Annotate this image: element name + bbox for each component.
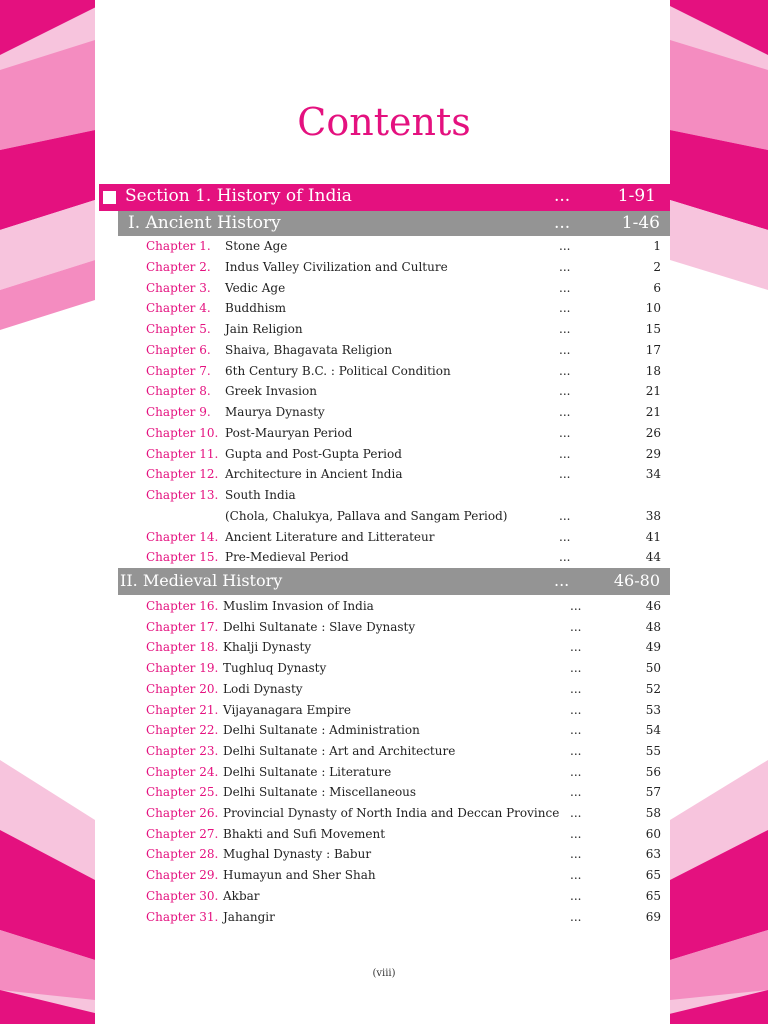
chapter-number: Chapter 21. — [146, 702, 219, 717]
page-number: 48 — [645, 619, 661, 634]
toc-row — [0, 361, 768, 381]
leader-dots: ... — [570, 599, 582, 613]
chapter-number: Chapter 18. — [146, 640, 219, 655]
subsection-header-ancient — [118, 211, 670, 236]
leader-dots: ... — [559, 508, 571, 523]
chapter-title: Indus Valley Civilization and Culture — [225, 259, 448, 274]
chapter-number: Chapter 17. — [146, 619, 219, 634]
section-dots: ... — [554, 186, 571, 206]
toc-row — [0, 658, 768, 678]
chapter-number: Chapter 29. — [146, 868, 219, 883]
chapter-title: Greek Invasion — [225, 384, 317, 399]
toc-row — [0, 319, 768, 339]
chapter-title: Vedic Age — [225, 280, 286, 295]
page-number: 29 — [645, 446, 661, 461]
subsection-title: I. Ancient History — [128, 213, 281, 233]
page-number: 10 — [645, 301, 661, 316]
toc-row — [0, 907, 768, 927]
chapter-title: Maurya Dynasty — [225, 405, 325, 419]
page-number: 56 — [645, 764, 661, 779]
toc-row — [0, 278, 768, 298]
chapter-number: Chapter 13. — [146, 488, 219, 502]
chapter-number: Chapter 30. — [146, 888, 219, 903]
section-title: Section 1. History of India — [125, 186, 352, 206]
chapter-title: Tughluq Dynasty — [223, 661, 327, 676]
leader-dots: ... — [559, 467, 571, 482]
subsection-header-medieval — [118, 568, 670, 595]
leader-dots: ... — [559, 405, 571, 419]
page-number: 52 — [645, 681, 661, 696]
page-number: 1 — [653, 239, 661, 253]
page-number: 57 — [645, 785, 661, 800]
leader-dots: ... — [570, 847, 582, 862]
page-number: 34 — [645, 467, 661, 482]
page-number: 6 — [653, 280, 661, 295]
page-number: 17 — [645, 342, 661, 357]
chapter-number: Chapter 1. — [146, 239, 211, 253]
leader-dots: ... — [570, 640, 582, 655]
toc-row — [0, 464, 768, 484]
page-number: 49 — [645, 640, 661, 655]
chapter-title: Shaiva, Bhagavata Religion — [225, 342, 393, 357]
toc-row — [0, 762, 768, 782]
chapter-number: Chapter 11. — [146, 446, 219, 461]
toc-row — [0, 741, 768, 761]
chapter-title: Akbar — [223, 888, 260, 903]
leader-dots: ... — [559, 259, 571, 274]
toc-row — [0, 381, 768, 401]
subsection-title: II. Medieval History — [120, 571, 283, 590]
chapter-title: 6th Century B.C. : Political Condition — [225, 363, 451, 378]
chapter-title: Vijayanagara Empire — [223, 702, 352, 717]
chapter-number: Chapter 14. — [146, 529, 219, 544]
leader-dots: ... — [559, 529, 571, 544]
chapter-title: Lodi Dynasty — [223, 681, 303, 696]
chapter-title: Buddhism — [225, 301, 287, 316]
toc-row — [0, 423, 768, 443]
page-number: 21 — [645, 405, 661, 419]
toc-row — [0, 803, 768, 823]
leader-dots: ... — [559, 280, 571, 295]
chapter-number: Chapter 5. — [146, 322, 211, 336]
toc-row — [0, 700, 768, 720]
leader-dots: ... — [570, 702, 582, 717]
page-number: 60 — [645, 826, 661, 841]
chapter-number: Chapter 10. — [146, 425, 219, 440]
toc-row — [0, 444, 768, 464]
leader-dots: ... — [570, 723, 582, 738]
toc-row — [0, 824, 768, 844]
chapter-title: Gupta and Post-Gupta Period — [225, 446, 402, 461]
leader-dots: ... — [559, 322, 571, 336]
toc-row — [0, 298, 768, 318]
page-number: 41 — [645, 529, 661, 544]
toc-row — [0, 340, 768, 360]
toc-row — [0, 782, 768, 802]
subsection-dots: ... — [554, 571, 570, 590]
chapter-number: Chapter 9. — [146, 405, 211, 419]
leader-dots: ... — [559, 550, 571, 565]
toc-row — [0, 637, 768, 657]
chapter-title: Khalji Dynasty — [223, 640, 312, 655]
page-number: 44 — [645, 550, 661, 565]
chapter-title: Delhi Sultanate : Administration — [223, 723, 420, 738]
page-number: 38 — [645, 508, 661, 523]
chapter-title: Mughal Dynasty : Babur — [223, 847, 372, 862]
chapter-number: Chapter 4. — [146, 301, 211, 316]
page-number: 18 — [645, 363, 661, 378]
leader-dots: ... — [559, 446, 571, 461]
page-number: 54 — [645, 723, 661, 738]
page-number: 46 — [645, 599, 661, 613]
toc-row — [0, 865, 768, 885]
toc-row — [0, 720, 768, 740]
page-number: 65 — [645, 888, 661, 903]
toc-row — [0, 236, 768, 256]
page-number: 65 — [645, 868, 661, 883]
leader-dots: ... — [570, 743, 582, 758]
chapter-title: Ancient Literature and Litterateur — [225, 529, 435, 544]
chapter-number: Chapter 16. — [146, 599, 219, 613]
leader-dots: ... — [570, 806, 582, 820]
page-number: (viii) — [372, 968, 396, 979]
section-header-bar — [99, 184, 670, 211]
chapter-number: Chapter 27. — [146, 826, 219, 841]
subsection-pages: 46-80 — [613, 571, 660, 590]
leader-dots: ... — [570, 826, 582, 841]
chapter-number: Chapter 15. — [146, 550, 219, 565]
page-number: 63 — [645, 847, 661, 862]
leader-dots: ... — [559, 342, 571, 357]
toc-row — [0, 547, 768, 567]
toc-row — [0, 886, 768, 906]
toc-row — [0, 844, 768, 864]
chapter-title: (Chola, Chalukya, Pallava and Sangam Period) — [225, 508, 508, 523]
chapter-number: Chapter 12. — [146, 467, 219, 482]
chapter-title: Humayun and Sher Shah — [223, 868, 376, 883]
page-number: 53 — [645, 702, 661, 717]
leader-dots: ... — [559, 301, 571, 316]
page-number: 26 — [645, 425, 661, 440]
page-number: 55 — [645, 743, 661, 758]
chapter-title: Muslim Invasion of India — [223, 599, 374, 613]
chapter-title: Jain Religion — [225, 322, 303, 336]
chapter-number: Chapter 2. — [146, 259, 211, 274]
leader-dots: ... — [559, 384, 571, 399]
page-number: 2 — [653, 259, 661, 274]
chapter-title: Delhi Sultanate : Literature — [223, 764, 392, 779]
leader-dots: ... — [559, 425, 571, 440]
page-number: 50 — [645, 661, 661, 676]
chapter-number: Chapter 22. — [146, 723, 219, 738]
leader-dots: ... — [570, 888, 582, 903]
chapter-title: Jahangir — [223, 909, 275, 924]
chapter-number: Chapter 20. — [146, 681, 219, 696]
chapter-title: South India — [225, 488, 296, 502]
subsection-pages: 1-46 — [621, 213, 660, 233]
chapter-number: Chapter 3. — [146, 280, 211, 295]
leader-dots: ... — [570, 681, 582, 696]
toc-row — [0, 506, 768, 526]
chapter-title: Pre-Medieval Period — [225, 550, 349, 565]
leader-dots: ... — [570, 909, 582, 924]
toc-row — [0, 679, 768, 699]
chapter-number: Chapter 26. — [146, 806, 219, 820]
chapter-number: Chapter 24. — [146, 764, 219, 779]
toc-row — [0, 257, 768, 277]
chapter-number: Chapter 6. — [146, 342, 211, 357]
leader-dots: ... — [570, 868, 582, 883]
chapter-title: Delhi Sultanate : Art and Architecture — [223, 743, 456, 758]
chapter-title: Delhi Sultanate : Miscellaneous — [223, 785, 417, 800]
page-number: 58 — [645, 806, 661, 820]
leader-dots: ... — [559, 239, 571, 253]
chapter-title: Bhakti and Sufi Movement — [223, 826, 386, 841]
chapter-title: Architecture in Ancient India — [225, 467, 403, 482]
page-number: 15 — [645, 322, 661, 336]
toc-row — [0, 402, 768, 422]
chapter-title: Post-Mauryan Period — [225, 425, 353, 440]
chapter-title: Delhi Sultanate : Slave Dynasty — [223, 619, 416, 634]
page-title: Contents — [297, 100, 471, 144]
square-bullet-icon — [103, 191, 116, 204]
toc-row — [0, 485, 768, 505]
toc-row — [0, 596, 768, 616]
page-number: 69 — [645, 909, 661, 924]
chapter-title: Provincial Dynasty of North India and Deccan Province — [223, 806, 560, 820]
leader-dots: ... — [570, 764, 582, 779]
chapter-number: Chapter 23. — [146, 743, 219, 758]
chapter-number: Chapter 8. — [146, 384, 211, 399]
subsection-dots: ... — [554, 213, 571, 233]
toc-row — [0, 527, 768, 547]
leader-dots: ... — [570, 619, 582, 634]
chapter-number: Chapter 28. — [146, 847, 219, 862]
section-pages: 1-91 — [617, 186, 656, 206]
chapter-title: Stone Age — [225, 239, 288, 253]
chapter-number: Chapter 7. — [146, 363, 211, 378]
leader-dots: ... — [570, 785, 582, 800]
chapter-number: Chapter 19. — [146, 661, 219, 676]
page-number: 21 — [645, 384, 661, 399]
toc-row — [0, 617, 768, 637]
leader-dots: ... — [559, 363, 571, 378]
chapter-number: Chapter 25. — [146, 785, 219, 800]
chapter-number: Chapter 31. — [146, 909, 219, 924]
leader-dots: ... — [570, 661, 582, 676]
